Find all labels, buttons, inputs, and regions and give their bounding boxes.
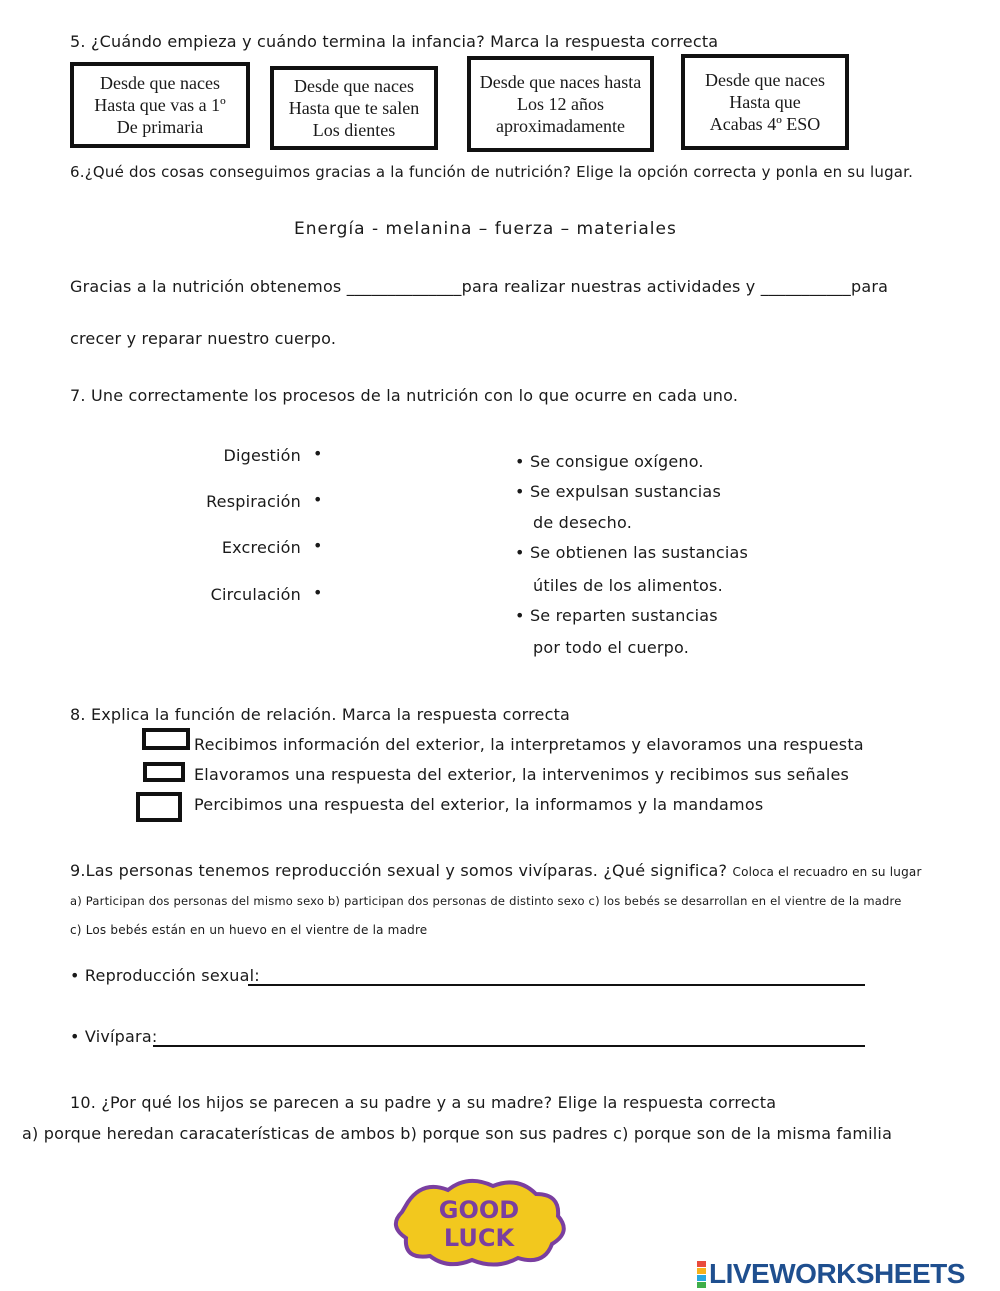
good-luck-logo — [368, 1172, 590, 1272]
q10-question: 10. ¿Por qué los hijos se parecen a su padre y a su madre? Elige la respuesta correcta — [70, 1093, 777, 1112]
q8-option-1: Recibimos información del exterior, la interpretamos y elavoramos una respuesta — [194, 735, 864, 754]
option-line: Hasta que vas a 1º — [94, 95, 226, 115]
q8-option-3: Percibimos una respuesta del exterior, la informamos y la mandamos — [194, 795, 764, 814]
left-item-digestion: Digestión — [223, 446, 301, 465]
reproduction-answer-line[interactable] — [248, 984, 865, 986]
viviparous-answer-line[interactable] — [153, 1045, 865, 1047]
q8-question: 8. Explica la función de relación. Marca la respuesta correcta — [70, 705, 571, 724]
right-item-2: • Se expulsan sustancias — [515, 482, 721, 501]
q5-question: 5. ¿Cuándo empieza y cuándo termina la infancia? Marca la respuesta correcta — [70, 32, 719, 51]
right-item-3: • Se obtienen las sustancias — [515, 543, 749, 562]
right-item-4: • Se reparten sustancias — [515, 606, 718, 625]
q5-option-2[interactable] — [270, 66, 438, 150]
q6-sentence-line1 — [70, 277, 888, 296]
q9-field2-label: • Vivípara: — [70, 1027, 158, 1046]
left-item-circulation: Circulación — [210, 585, 301, 604]
q6-word-bank: Energía - melanina – fuerza – materiales — [294, 219, 677, 239]
match-dot[interactable]: • — [313, 444, 323, 463]
q8-checkbox-2[interactable] — [143, 762, 185, 782]
brand — [697, 1258, 965, 1290]
right-text: Se reparten sustancias — [529, 606, 718, 625]
q5-option-3[interactable] — [467, 56, 654, 152]
option-line: Hasta que te salen — [288, 98, 420, 118]
good-luck-icon — [368, 1172, 590, 1272]
sentence-text: Gracias a la nutrición obtenemos — [70, 277, 342, 296]
right-text: Se obtienen las sustancias — [529, 543, 749, 562]
luck-text: LUCK — [443, 1224, 515, 1252]
sentence-text: para realizar nuestras actividades y — [461, 277, 756, 296]
match-dot[interactable]: • — [313, 536, 323, 555]
q9-options-line2: c) Los bebés están en un huevo en el vientre de la madre — [70, 923, 428, 937]
good-text: GOOD — [438, 1196, 520, 1224]
right-item-3-cont: útiles de los alimentos. — [533, 576, 723, 595]
right-text: Se consigue oxígeno. — [529, 452, 704, 471]
option-line: Hasta que — [729, 92, 801, 112]
brand-name: LIVEWORKSHEETS — [709, 1258, 965, 1289]
option-line: Desde que naces — [705, 70, 825, 90]
blank-2[interactable]: ___________ — [760, 277, 851, 296]
q9-field1-label: • Reproducción sexual: — [70, 966, 260, 985]
q5-option-4[interactable] — [681, 54, 849, 150]
q9-question-main: 9.Las personas tenemos reproducción sexual y somos vivíparas. ¿Qué significa? — [70, 861, 728, 880]
right-item-2-cont: de desecho. — [533, 513, 632, 532]
option-line: Desde que naces — [294, 76, 414, 96]
option-line: Los 12 años — [517, 94, 604, 114]
left-item-respiration: Respiración — [206, 492, 301, 511]
option-line: Desde que naces hasta — [479, 72, 642, 92]
q9-question — [70, 861, 922, 880]
q9-options-line1: a) Participan dos personas del mismo sexo b) participan dos personas de distinto sexo c) los bebés se desarrollan en el vientre de la madre — [70, 894, 902, 908]
option-line: aproximadamente — [496, 116, 625, 136]
match-dot[interactable]: • — [313, 490, 323, 509]
right-item-4-cont: por todo el cuerpo. — [533, 638, 689, 657]
option-line: Desde que naces — [100, 73, 220, 93]
q8-checkbox-1[interactable] — [142, 728, 190, 750]
option-line: Los dientes — [312, 120, 396, 140]
q6-question: 6.¿Qué dos cosas conseguimos gracias a la función de nutrición? Elige la opción correcta y ponla en su lugar. — [70, 163, 914, 181]
match-dot[interactable]: • — [313, 583, 323, 602]
q10-options: a) porque heredan caracaterísticas de ambos b) porque son sus padres c) porque son de la misma familia — [22, 1124, 893, 1143]
q8-option-2: Elavoramos una respuesta del exterior, la intervenimos y recibimos sus señales — [194, 765, 850, 784]
option-line: De primaria — [116, 117, 204, 137]
q9-question-small: Coloca el recuadro en su lugar — [732, 865, 922, 879]
right-text: Se expulsan sustancias — [529, 482, 721, 501]
sentence-text: para — [850, 277, 889, 296]
brand-logo-icon — [697, 1261, 706, 1288]
right-item-1: • Se consigue oxígeno. — [515, 452, 704, 471]
blank-1[interactable]: ______________ — [346, 277, 462, 296]
q7-question: 7. Une correctamente los procesos de la nutrición con lo que ocurre en cada uno. — [70, 386, 739, 405]
q6-sentence-line2: crecer y reparar nuestro cuerpo. — [70, 329, 337, 348]
option-line: Acabas 4º ESO — [709, 114, 821, 134]
left-item-excretion: Excreción — [221, 538, 301, 557]
q8-checkbox-3[interactable] — [136, 792, 182, 822]
q5-option-1[interactable] — [70, 62, 250, 148]
